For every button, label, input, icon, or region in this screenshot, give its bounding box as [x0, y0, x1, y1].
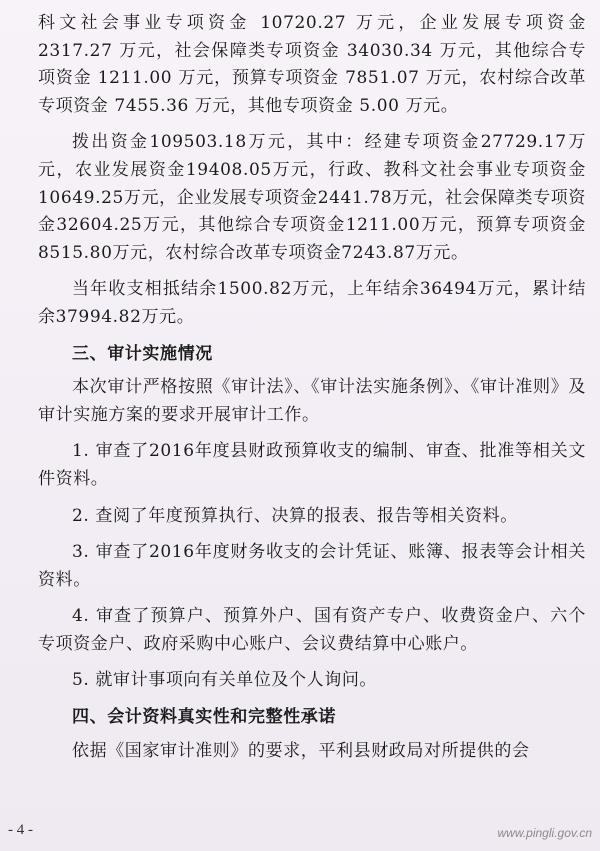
list-item-2: 2. 查阅了年度预算执行、决算的报表、报告等相关资料。	[72, 505, 518, 526]
paragraph-balance: 当年收支相抵结余1500.82万元，上年结余36494万元，累计结余37994.82万元。	[38, 279, 586, 327]
paragraph-disbursed-funds: 拨出资金109503.18万元，其中：经建专项资金27729.17万元，农业发展资金19408.05万元，行政、教科文社会事业专项资金10649.25万元，企业发展专项资金2441.78万元，社会保障类专项资金32604.25万元，其他综合专项资金1211.00万元，预算专项资金8515.80万元，农村综合改革专项资金7243.87万元。	[38, 132, 586, 263]
paragraph-special-funds: 科文社会事业专项资金 10720.27 万元，企业发展专项资金 2317.27 万元，社会保障类专项资金 34030.34 万元，其他综合专项资金 1211.00 万元，预算专项资金 7851.07 万元，农村综合改革专项资金 7455.36 万元，其他专项资金 5.00 万元。	[38, 13, 586, 116]
section-heading-data-authenticity: 四、会计资料真实性和完整性承诺	[72, 707, 336, 728]
list-item-5: 5. 就审计事项向有关单位及个人询问。	[72, 670, 378, 691]
list-item-3: 3. 审查了2016年度财务收支的会计凭证、账簿、报表等会计相关资料。	[38, 542, 586, 590]
paragraph-audit-basis: 本次审计严格按照《审计法》、《审计法实施条例》、《审计准则》及审计实施方案的要求开展审计工作。	[38, 377, 586, 425]
list-item-1: 1. 审查了2016年度县财政预算收支的编制、审查、批准等相关文件资料。	[38, 441, 586, 489]
list-item-4: 4. 审查了预算户、预算外户、国有资产专户、收费资金户、六个专项资金户、政府采购中心账户、会议费结算中心账户。	[38, 606, 586, 654]
document-body	[38, 6, 586, 765]
paragraph-commitment: 依据《国家审计准则》的要求，平利县财政局对所提供的会	[72, 740, 530, 761]
site-watermark: www.pingli.gov.cn	[497, 826, 592, 840]
page-number: - 4 -	[8, 822, 33, 838]
section-heading-audit-implementation: 三、审计实施情况	[72, 343, 213, 364]
